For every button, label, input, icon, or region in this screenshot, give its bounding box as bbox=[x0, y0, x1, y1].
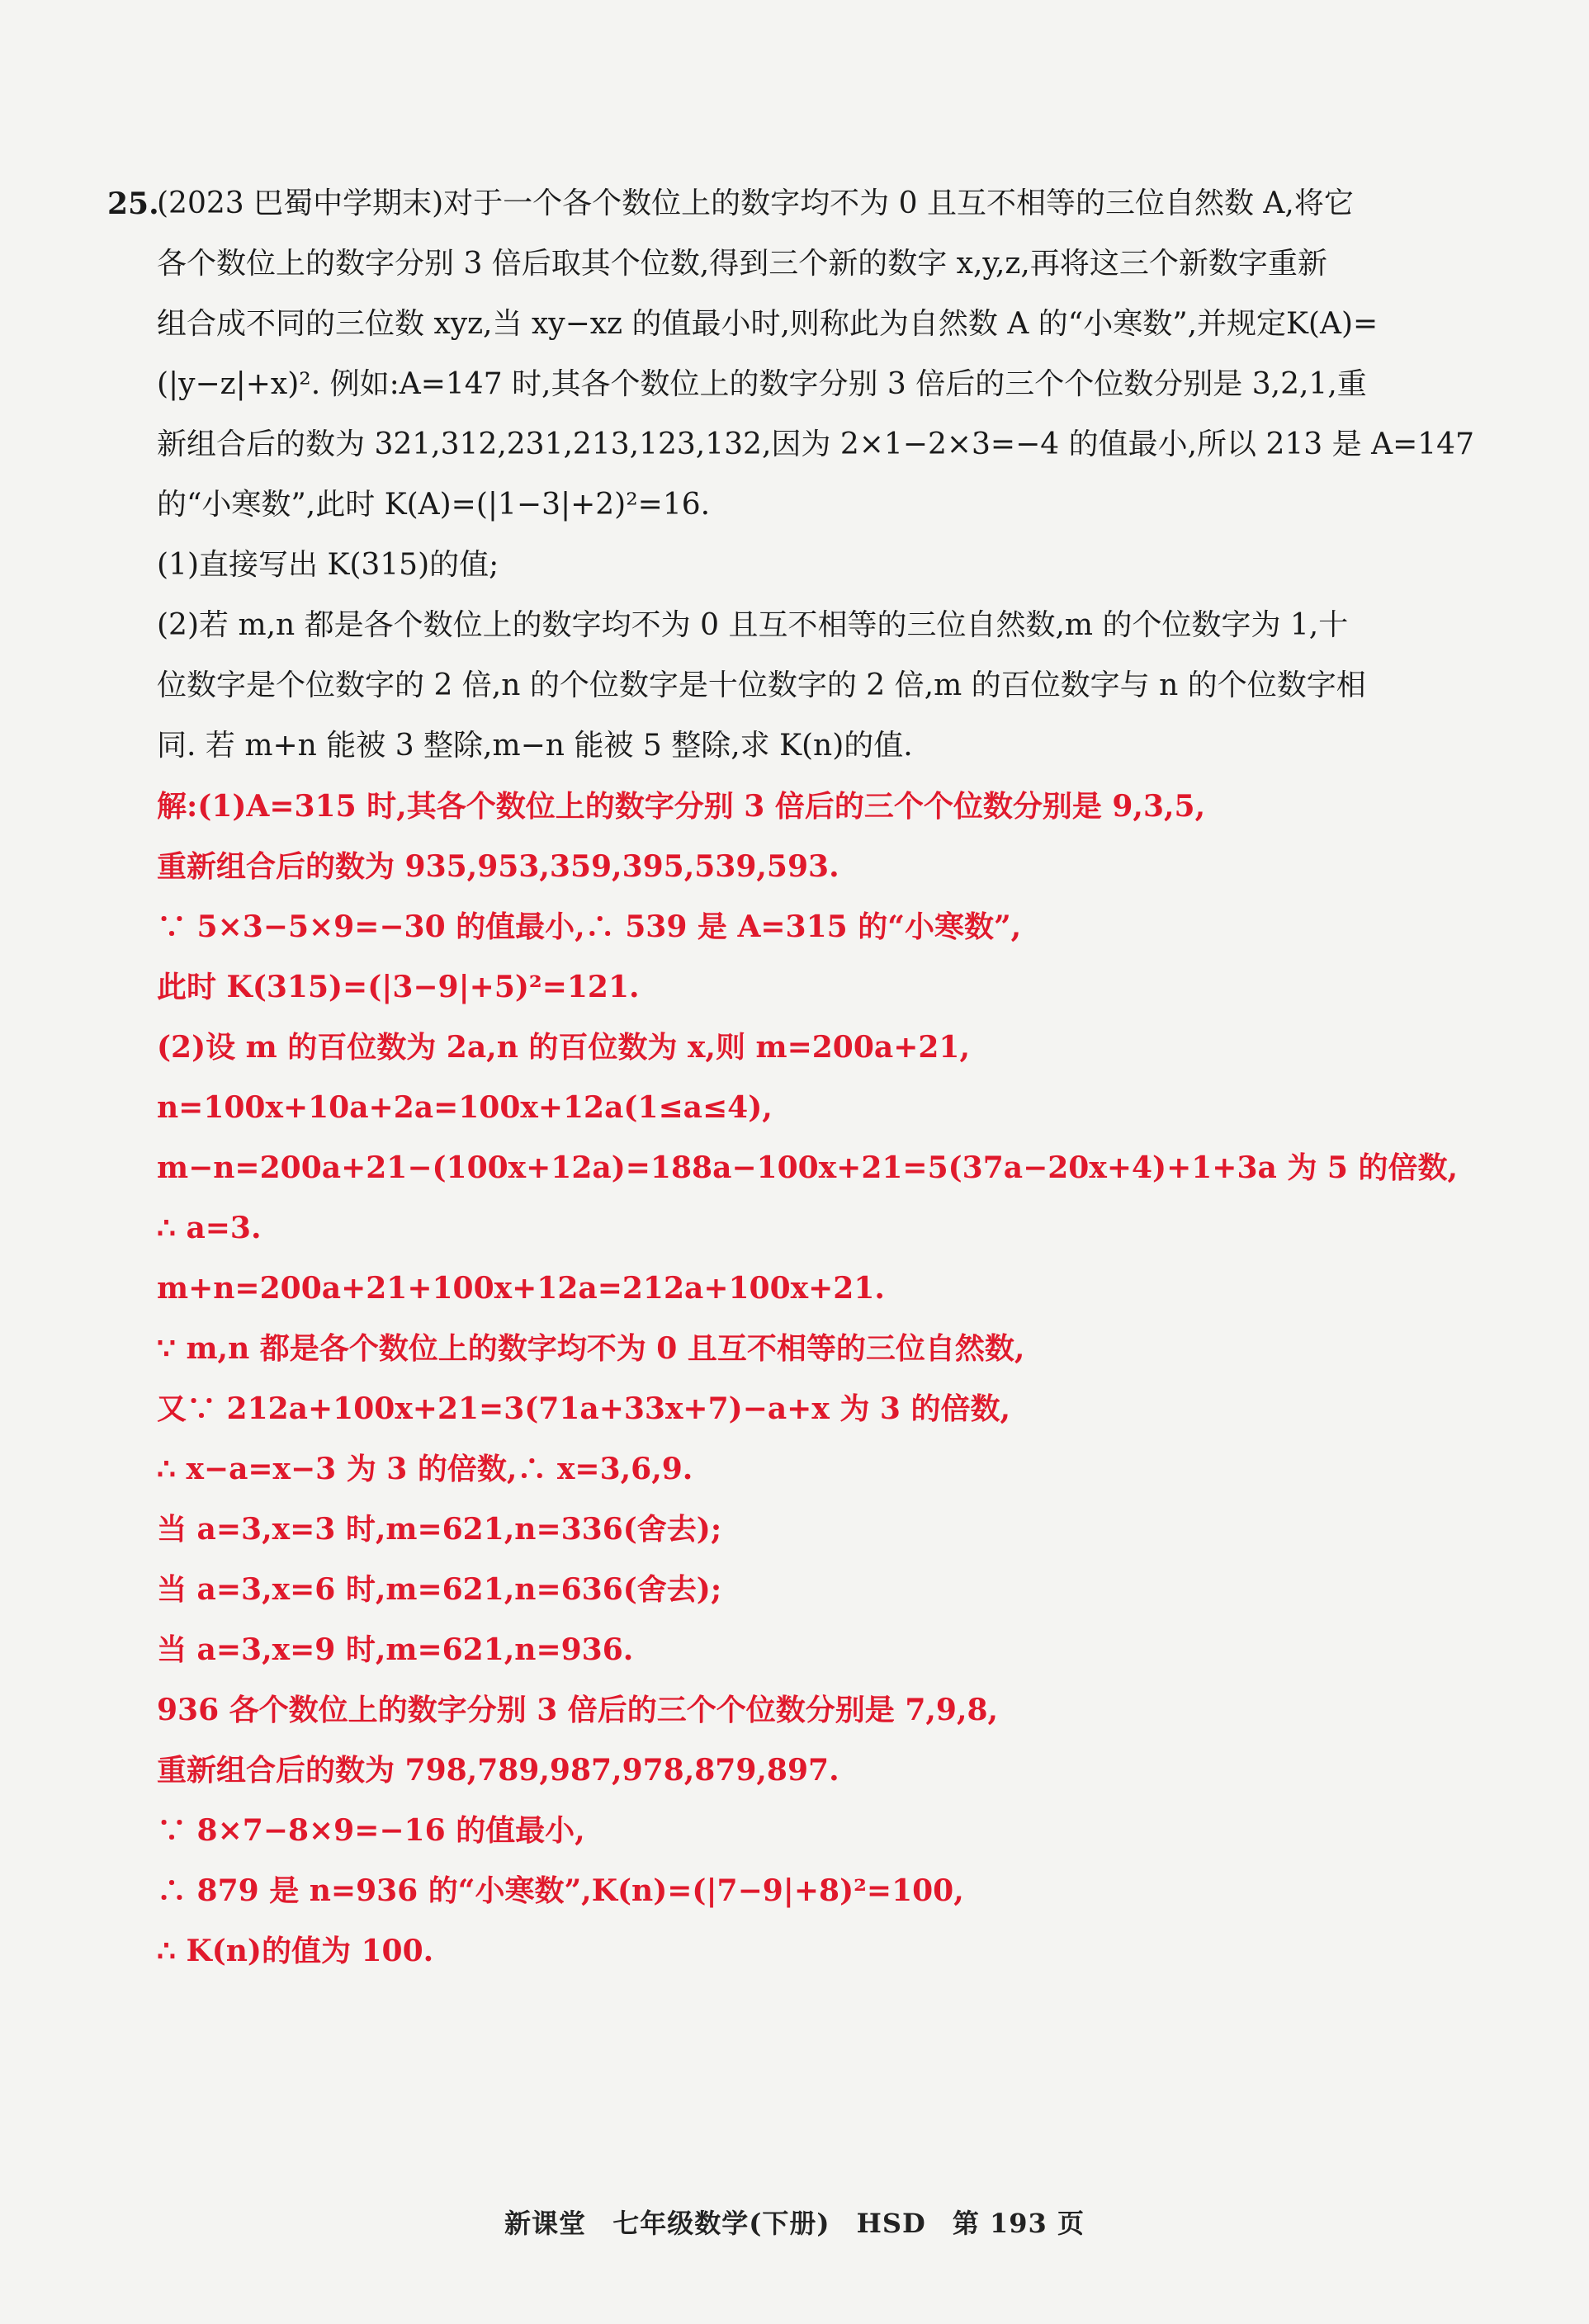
solution-line: 当 a=3,x=3 时,m=621,n=336(舍去); bbox=[157, 1512, 722, 1547]
solution-line: 此时 K(315)=(|3−9|+5)²=121. bbox=[157, 970, 640, 1004]
solution-line: ∴ K(n)的值为 100. bbox=[157, 1934, 434, 1968]
footer-book: 新课堂 bbox=[504, 2208, 587, 2239]
question-line: (1)直接写出 K(315)的值; bbox=[157, 548, 499, 582]
question-line: 位数字是个位数字的 2 倍,n 的个位数字是十位数字的 2 倍,m 的百位数字与 n 的个位数字相 bbox=[157, 668, 1366, 702]
solution-line: 当 a=3,x=9 时,m=621,n=936. bbox=[157, 1632, 634, 1667]
solution-line: 936 各个数位上的数字分别 3 倍后的三个个位数分别是 7,9,8, bbox=[157, 1693, 999, 1727]
question-line: 同. 若 m+n 能被 3 整除,m−n 能被 5 整除,求 K(n)的值. bbox=[157, 729, 913, 763]
solution-line: m+n=200a+21+100x+12a=212a+100x+21. bbox=[157, 1271, 885, 1306]
solution-line: n=100x+10a+2a=100x+12a(1≤a≤4), bbox=[157, 1090, 773, 1125]
solution-line: ∴ a=3. bbox=[157, 1211, 262, 1245]
solution-line: ∴ x−a=x−3 为 3 的倍数,∴ x=3,6,9. bbox=[157, 1452, 693, 1486]
footer-page-number: 第 193 页 bbox=[952, 2208, 1085, 2239]
solution-line: 重新组合后的数为 935,953,359,395,539,593. bbox=[157, 849, 839, 884]
footer-grade: 七年级数学(下册) bbox=[612, 2208, 830, 2239]
question-line: 组合成不同的三位数 xyz,当 xy−xz 的值最小时,则称此为自然数 A 的“小寒数”,并规定K(A)= bbox=[157, 307, 1379, 341]
solution-line: m−n=200a+21−(100x+12a)=188a−100x+21=5(37a−20x+4)+1+3a 为 5 的倍数, bbox=[157, 1150, 1459, 1185]
question-line: 各个数位上的数字分别 3 倍后取其个位数,得到三个新的数字 x,y,z,再将这三个新数字重新 bbox=[157, 247, 1327, 281]
solution-line: ∴ 879 是 n=936 的“小寒数”,K(n)=(|7−9|+8)²=100, bbox=[157, 1873, 964, 1908]
solution-line: ∵ 8×7−8×9=−16 的值最小, bbox=[157, 1813, 585, 1848]
solution-line: ∵ m,n 都是各个数位上的数字均不为 0 且互不相等的三位自然数, bbox=[157, 1331, 1025, 1366]
solution-line: 解:(1)A=315 时,其各个数位上的数字分别 3 倍后的三个个位数分别是 9,3,5, bbox=[157, 789, 1206, 824]
question-line: 的“小寒数”,此时 K(A)=(|1−3|+2)²=16. bbox=[157, 488, 711, 522]
footer-edition: HSD bbox=[856, 2208, 926, 2239]
solution-line: 又∵ 212a+100x+21=3(71a+33x+7)−a+x 为 3 的倍数, bbox=[157, 1391, 1010, 1426]
question-line: (2)若 m,n 都是各个数位上的数字均不为 0 且互不相等的三位自然数,m 的个位数字为 1,十 bbox=[157, 608, 1349, 642]
solution-line: 重新组合后的数为 798,789,987,978,879,897. bbox=[157, 1753, 839, 1788]
solution-line: (2)设 m 的百位数为 2a,n 的百位数为 x,则 m=200a+21, bbox=[157, 1030, 971, 1065]
question-line: (|y−z|+x)². 例如:A=147 时,其各个数位上的数字分别 3 倍后的三个个位数分别是 3,2,1,重 bbox=[157, 367, 1367, 401]
question-number: 25. bbox=[107, 187, 159, 221]
page-footer bbox=[0, 2205, 1589, 2241]
solution-line: 当 a=3,x=6 时,m=621,n=636(舍去); bbox=[157, 1572, 722, 1607]
question-line: 新组合后的数为 321,312,231,213,123,132,因为 2×1−2×3=−4 的值最小,所以 213 是 A=147 bbox=[157, 427, 1474, 461]
solution-line: ∵ 5×3−5×9=−30 的值最小,∴ 539 是 A=315 的“小寒数”, bbox=[157, 909, 1022, 944]
question-line: (2023 巴蜀中学期末)对于一个各个数位上的数字均不为 0 且互不相等的三位自然数 A,将它 bbox=[157, 187, 1354, 220]
